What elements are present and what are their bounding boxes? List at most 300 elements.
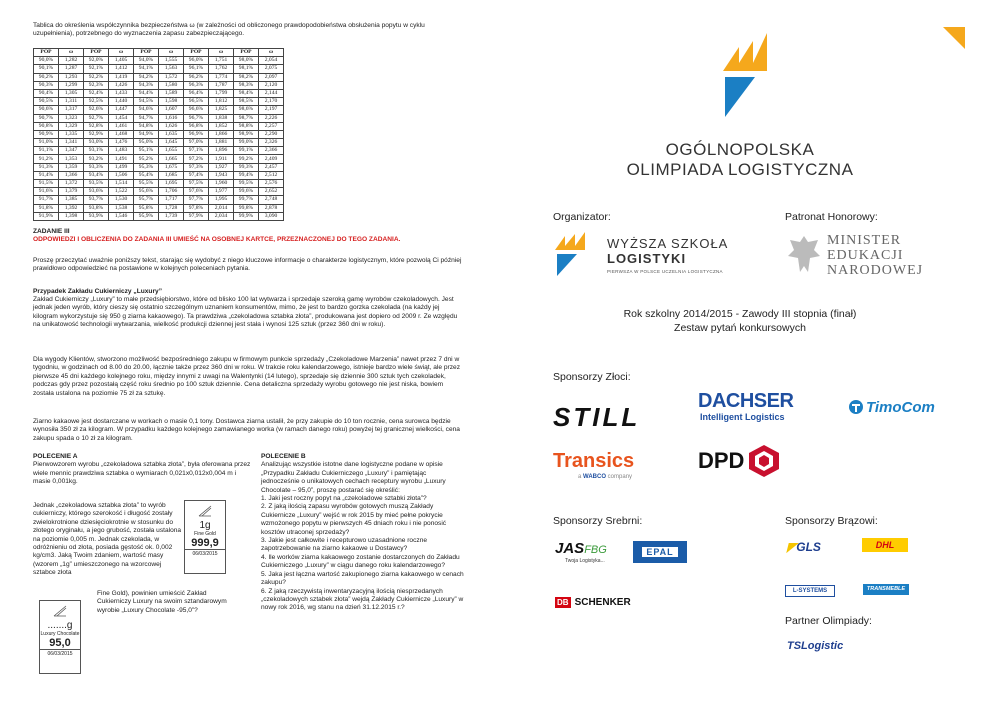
omega-cell: 1,366 (59, 171, 84, 179)
table-row (34, 73, 284, 81)
pop-cell: 91,4% (34, 171, 59, 179)
table-row (34, 89, 284, 97)
omega-cell: 1,483 (109, 147, 134, 155)
tslogistic-logo: TSLogistic (787, 640, 844, 652)
omega-cell: 1,787 (209, 81, 234, 89)
omega-cell: 1,751 (209, 57, 234, 65)
omega-cell: 1,323 (59, 114, 84, 122)
omega-cell: 1,287 (59, 65, 84, 73)
omega-cell: 2,366 (259, 147, 284, 155)
omega-cell: 1,977 (209, 188, 234, 196)
pop-cell: 98,4% (234, 89, 259, 97)
omega-cell: 1,405 (109, 57, 134, 65)
table-header-cell: ω (259, 49, 284, 57)
dhl-text: DHL (875, 540, 895, 550)
table-header-cell: POP (134, 49, 159, 57)
dachser-logo: DACHSER (698, 390, 794, 412)
table-header-cell: ω (159, 49, 184, 57)
pop-cell: 99,7% (234, 196, 259, 204)
omega-cell: 1,329 (59, 122, 84, 130)
omega-cell: 1,347 (59, 147, 84, 155)
omega-cell: 1,530 (109, 196, 134, 204)
pop-cell: 90,0% (34, 57, 59, 65)
dachser-tagline: Intelligent Logistics (700, 412, 785, 422)
timocom-text: TimoCom (866, 398, 935, 416)
omega-cell: 1,675 (159, 163, 184, 171)
omega-cell: 1,398 (59, 212, 84, 220)
table-row (34, 81, 284, 89)
pop-cell: 95,1% (134, 147, 159, 155)
pop-cell: 92,1% (84, 65, 109, 73)
pop-cell: 99,6% (234, 188, 259, 196)
fine-gold-name: Fine Gold (194, 531, 216, 537)
pop-cell: 93,2% (84, 155, 109, 163)
omega-cell: 2,197 (259, 106, 284, 114)
task-warning: ODPOWIEDZI I OBLICZENIA DO ZADANIA III UMIEŚĆ NA OSOBNEJ KARTCE, PRZEZNACZONEJ DO TEGO ZADANIA. (33, 236, 401, 244)
case-paragraph-2: Dla wygody Klientów, stworzono możliwość bezpośredniego zakupu w firmowym punkcie sprzedaży „Czekoladowe Marzenia” nawet przez 7 dni w tygodniu, w godzinach od 8.00 do 20.00, łącznie także przez 360 dni w roku. W trakcie roku kalendarzowego, istnieje bardzo wiele świąt, ale przez pierwsze 45 dni każdego kolejnego roku, między innymi z uwagi na Walentynki (14 lutego), sprzedaje się dziennie 300 sztuk tych czekoladek, podczas gdy przez pozostałą część roku średnio po 100 sztuk dziennie. Cena detaliczna sprzedaży wyrobu gotowego nie jest niska, bowiem została ustalona na poziomie 75 zł za sztukę. (33, 356, 460, 397)
fine-gold-date: 06/03/2015 (185, 549, 225, 558)
pop-cell: 91,1% (34, 147, 59, 155)
omega-cell: 2,014 (209, 204, 234, 212)
timocom-logo (848, 397, 935, 417)
omega-cell: 1,335 (59, 130, 84, 138)
pop-cell: 92,3% (84, 81, 109, 89)
gls-logo (787, 540, 821, 554)
pop-cell: 99,0% (234, 139, 259, 147)
table-header-cell: POP (84, 49, 109, 57)
table-row (34, 106, 284, 114)
command-a-p1: Pierwowzorem wyrobu „czekoladowa sztabka złota”, była oferowana przez wiele mennic prawdziwa sztabka o wymiarach 0,021x0,012x0,004 m i masie 0,001kg. (33, 461, 251, 486)
pop-cell: 98,9% (234, 130, 259, 138)
pop-cell: 94,2% (134, 73, 159, 81)
table-row (34, 122, 284, 130)
l-systems-logo: L-SYSTEMS (785, 585, 835, 597)
omega-cell: 1,995 (209, 196, 234, 204)
gls-mark-icon: ◤ (787, 540, 797, 554)
command-a-p2: Jednak „czekoladowa sztabka złota” to wyrób cukierniczy, którego szerokość i długość zostały zwielokrotnione dziesięciokrotnie w stosunku do złotego oryginału, a jego grubość, została ustalona na poziomie 0,005 m. Jednak czekolada, w odróżnieniu od złota, posiada gęstość ok. 0,002 kg/cm3. Jaką Twoim zdaniem, wartość masy (wzorem „1g” umieszczonego na wzorcowej sztabce złota (33, 502, 182, 577)
omega-cell: 2,576 (259, 180, 284, 188)
title-line-1: OGÓLNOPOLSKA (665, 140, 815, 159)
omega-cell: 1,881 (209, 139, 234, 147)
table-intro: Tablica do określenia współczynnika bezpieczeństwa ω (w zależności od obliczonego prawdopodobieństwa obsłużenia popytu w cyklu uzupełnienia), potrzebnego do wyznaczenia zapasu zabezpieczającego. (33, 22, 425, 38)
pop-cell: 91,0% (34, 139, 59, 147)
table-header-cell: ω (109, 49, 134, 57)
table-body (34, 57, 284, 221)
organizer-tagline: PIERWSZA W POLSCE UCZELNIA LOGISTYCZNA (607, 269, 723, 274)
pop-cell: 97,6% (184, 188, 209, 196)
pop-cell: 99,1% (234, 147, 259, 155)
pop-cell: 99,9% (234, 212, 259, 220)
pop-cell: 94,4% (134, 89, 159, 97)
pop-cell: 90,5% (34, 98, 59, 106)
pop-cell: 90,7% (34, 114, 59, 122)
omega-cell: 1,514 (109, 180, 134, 188)
omega-cell: 1,454 (109, 114, 134, 122)
pop-cell: 92,4% (84, 89, 109, 97)
dpd-text: DPD (698, 448, 745, 473)
table-header-cell: ω (209, 49, 234, 57)
table-row (34, 171, 284, 179)
silver-sponsors-label: Sponsorzy Srebrni: (553, 515, 643, 527)
transics-tagline (578, 474, 632, 480)
command-b-q2: 2. Z jaką ilością zapasu wyrobów gotowych muszą Zakłady Cukiernicze „Luxury” wejść w rok 2015 by mieć pełne pokrycie wzmożonego popytu w pierwszych 45 dniach roku i nie ponosić kosztów utraconej sprzedaży? (261, 503, 447, 536)
pop-cell: 94,1% (134, 65, 159, 73)
pop-cell: 95,3% (134, 163, 159, 171)
omega-cell: 1,728 (159, 204, 184, 212)
pop-cell: 96,4% (184, 89, 209, 97)
pop-cell: 96,6% (184, 106, 209, 114)
pop-cell: 98,2% (234, 73, 259, 81)
omega-cell: 1,943 (209, 171, 234, 179)
omega-cell: 1,299 (59, 81, 84, 89)
omega-cell: 1,852 (209, 122, 234, 130)
command-b-intro: Analizując wszystkie istotne dane logistyczne podane w opisie „Przypadku Zakładu Cukierniczego „Luxury” i pamiętając jednocześnie o unikatowych cechach receptury wyrobu „Luxury Chocolate – 95,0”, proszę postarać się określić: (261, 461, 446, 494)
omega-cell: 1,563 (159, 65, 184, 73)
omega-cell: 1,911 (209, 155, 234, 163)
omega-cell: 1,665 (159, 155, 184, 163)
table-row (34, 147, 284, 155)
omega-cell: 2,075 (259, 65, 284, 73)
omega-cell: 2,120 (259, 81, 284, 89)
pop-cell: 99,4% (234, 171, 259, 179)
omega-cell: 1,598 (159, 98, 184, 106)
pop-cell: 96,3% (184, 81, 209, 89)
omega-cell: 1,317 (59, 106, 84, 114)
jas-fbg-text: FBG (584, 544, 607, 556)
pop-cell: 94,0% (134, 57, 159, 65)
pop-cell: 93,7% (84, 196, 109, 204)
omega-cell: 1,293 (59, 73, 84, 81)
omega-cell: 2,290 (259, 130, 284, 138)
table-header-cell: POP (184, 49, 209, 57)
db-schenker-logo (555, 597, 631, 608)
omega-cell: 2,878 (259, 204, 284, 212)
omega-cell: 1,635 (159, 130, 184, 138)
title-line-2: OLIMPIADA LOGISTYCZNA (626, 160, 854, 179)
pop-cell: 96,7% (184, 114, 209, 122)
pop-cell: 90,6% (34, 106, 59, 114)
pop-cell: 96,2% (184, 73, 209, 81)
pop-cell: 90,9% (34, 130, 59, 138)
olympiad-title (535, 140, 945, 180)
command-b-q6: 6. Z jaką rzeczywistą inwentaryzacyjną ilością niesprzedanych „czekoladowych sztabek złota” wejdą Zakłady Cukiernicze „Luxury” w nowy rok 2016, wg stanu na dzień 31.12.2015 r.? (261, 587, 464, 612)
table-header-cell: POP (34, 49, 59, 57)
omega-cell: 1,353 (59, 155, 84, 163)
omega-cell: 2,409 (259, 155, 284, 163)
omega-cell: 1,626 (159, 122, 184, 130)
case-paragraph-1: Zakład Cukierniczy „Luxury” to małe przedsiębiorstwo, które od blisko 100 lat wytwarza i sprzedaje szeroką gamę wyrobów czekoladowych. Jest jednak jeden wyrób, który cieszy się ostatnio szczególnym uznaniem konsumentów, mimo, że jest to bardzo gorzka czekolada (na każdy jej kilogram wykorzystuje się 950 g ziarna kakaowego). Ta prawdziwa „czekoladowa sztabka złota”, produkowana jest dopiero od 2009 r. Ze względu na unikatowość technologii wytwarzania, wielkość produkcji dziennej jest stała i wynosi 125 sztuk (przez 360 dni w roku). (33, 296, 458, 329)
omega-cell: 1,476 (109, 139, 134, 147)
omega-cell: 1,419 (109, 73, 134, 81)
timocom-icon (848, 399, 864, 415)
omega-cell: 2,748 (259, 196, 284, 204)
pop-cell: 91,8% (34, 204, 59, 212)
pop-cell: 91,2% (34, 155, 59, 163)
patron-name (827, 233, 923, 278)
omega-cell: 1,555 (159, 57, 184, 65)
pop-cell: 99,3% (234, 163, 259, 171)
pop-cell: 92,0% (84, 57, 109, 65)
omega-cell: 1,440 (109, 98, 134, 106)
pop-cell: 91,7% (34, 196, 59, 204)
still-logo: STILL (553, 402, 641, 432)
pop-cell: 92,6% (84, 106, 109, 114)
pop-cell: 91,3% (34, 163, 59, 171)
organizer-name-1: WYŻSZA SZKOŁA (607, 236, 729, 251)
command-b-q5: 5. Jaka jest łączna wartość zakupionego ziarna kakaowego w cenach zakupu? (261, 570, 464, 587)
pop-cell: 97,2% (184, 155, 209, 163)
question-set-line: Zestaw pytań konkursowych (674, 322, 806, 334)
omega-cell: 1,461 (109, 122, 134, 130)
omega-cell: 1,379 (59, 188, 84, 196)
epal-logo (633, 541, 687, 563)
bronze-sponsors-label: Sponsorzy Brązowi: (785, 515, 878, 527)
db-badge: DB (557, 598, 569, 607)
table-row (34, 212, 284, 220)
table-row (34, 155, 284, 163)
organizer-name-2: LOGISTYKI (607, 251, 687, 266)
right-page (535, 0, 992, 701)
omega-cell: 1,392 (59, 204, 84, 212)
olympiad-logo-icon (723, 33, 775, 119)
pop-cell: 95,2% (134, 155, 159, 163)
omega-cell: 1,706 (159, 188, 184, 196)
pop-cell: 90,3% (34, 81, 59, 89)
case-paragraph-3: Ziarno kakaowe jest dostarczane w workach o masie 0,1 tony. Dostawca ziarna ustalił, że przy zakupie do 10 ton rocznie, cena surowca będzie wynosiła 350 zł za kilogram. W przypadku każdego kolejnego zamawianego worka (w ramach danego roku) powyżej tej granicznej wielkości, cena zakupu spada o 10 zł za kilogram. (33, 418, 460, 442)
table-row (34, 114, 284, 122)
omega-cell: 1,589 (159, 89, 184, 97)
table-row (34, 65, 284, 73)
scale-icon-2 (52, 604, 68, 618)
transics-tagline-a: a (578, 474, 584, 480)
table-row (34, 130, 284, 138)
table-header-cell: POP (234, 49, 259, 57)
gold-sponsors-label: Sponsorzy Złoci: (553, 371, 631, 383)
pop-cell: 93,6% (84, 188, 109, 196)
omega-cell: 1,927 (209, 163, 234, 171)
table-header-row (34, 49, 284, 57)
table-row (34, 188, 284, 196)
task-section (33, 228, 473, 245)
omega-cell: 2,457 (259, 163, 284, 171)
command-b (261, 453, 466, 613)
table-row (34, 204, 284, 212)
omega-cell: 1,426 (109, 81, 134, 89)
pop-cell: 97,0% (184, 139, 209, 147)
pop-cell: 93,5% (84, 180, 109, 188)
jas-fbg-logo (555, 540, 607, 564)
partner-label: Partner Olimpiady: (785, 615, 872, 627)
table-row (34, 196, 284, 204)
command-a-title: POLECENIE A (33, 453, 78, 460)
safety-factor-table (33, 48, 284, 221)
fine-gold-label (184, 500, 226, 574)
organizer-label: Organizator: (553, 211, 611, 223)
pop-cell: 95,9% (134, 212, 159, 220)
pop-cell: 95,0% (134, 139, 159, 147)
pop-cell: 98,3% (234, 81, 259, 89)
eagle-emblem-icon (786, 232, 822, 278)
pop-cell: 91,6% (34, 188, 59, 196)
omega-cell: 3,090 (259, 212, 284, 220)
pop-cell: 97,1% (184, 147, 209, 155)
pop-cell: 98,5% (234, 98, 259, 106)
omega-cell: 1,655 (159, 147, 184, 155)
omega-cell: 1,506 (109, 171, 134, 179)
patron-name-1: MINISTER (827, 233, 902, 248)
command-a-p3: Fine Gold), powinien umieścić Zakład Cukierniczy Luxury na swoim sztandarowym wyrobie „Luxury Chocolate -95,0”? (97, 590, 227, 614)
command-b-q3: 3. Jakie jest całkowite i recepturowo uzasadnione roczne zapotrzebowanie na ziarno kakaowe u Dostawcy? (261, 537, 428, 553)
omega-cell: 1,282 (59, 57, 84, 65)
pop-cell: 96,1% (184, 65, 209, 73)
pop-cell: 99,2% (234, 155, 259, 163)
pop-cell: 94,7% (134, 114, 159, 122)
omega-cell: 1,717 (159, 196, 184, 204)
omega-cell: 1,538 (109, 204, 134, 212)
jas-text: JAS (555, 540, 585, 557)
pop-cell: 93,8% (84, 204, 109, 212)
omega-cell: 1,645 (159, 139, 184, 147)
omega-cell: 1,762 (209, 65, 234, 73)
pop-cell: 99,8% (234, 204, 259, 212)
omega-cell: 1,838 (209, 114, 234, 122)
pop-cell: 94,8% (134, 122, 159, 130)
pop-cell: 90,2% (34, 73, 59, 81)
pop-cell: 90,4% (34, 89, 59, 97)
omega-cell: 1,739 (159, 212, 184, 220)
omega-cell: 1,433 (109, 89, 134, 97)
pop-cell: 92,2% (84, 73, 109, 81)
luxury-date: 06/03/2015 (40, 649, 80, 658)
pop-cell: 92,7% (84, 114, 109, 122)
task-intro: Proszę przeczytać uważnie poniższy tekst, starając się wydobyć z niego kluczowe informacje o charakterze logistycznym, które pozwolą Ci później prawidłowo odpowiedzieć na postawione w kolejnych poleceniach pytania. (33, 257, 462, 273)
omega-cell: 1,546 (109, 212, 134, 220)
omega-cell: 1,572 (159, 73, 184, 81)
omega-cell: 2,512 (259, 171, 284, 179)
pop-cell: 91,9% (34, 212, 59, 220)
omega-cell: 2,226 (259, 114, 284, 122)
omega-cell: 2,054 (259, 57, 284, 65)
pop-cell: 98,1% (234, 65, 259, 73)
pop-cell: 94,9% (134, 130, 159, 138)
pop-cell: 98,0% (234, 57, 259, 65)
pop-cell: 94,6% (134, 106, 159, 114)
transics-tagline-wabco: WABCO (583, 474, 607, 480)
omega-cell: 1,896 (209, 147, 234, 155)
epal-text: EPAL (642, 547, 677, 557)
fine-gold-mass: 1g (199, 520, 211, 531)
pop-cell: 98,6% (234, 106, 259, 114)
dpd-cube-icon (747, 443, 781, 479)
omega-cell: 1,311 (59, 98, 84, 106)
omega-cell: 2,326 (259, 139, 284, 147)
pop-cell: 95,5% (134, 180, 159, 188)
gls-text: GLS (796, 540, 821, 554)
dpd-logo (698, 443, 781, 479)
pop-cell: 95,7% (134, 196, 159, 204)
omega-cell: 2,170 (259, 98, 284, 106)
omega-cell: 1,825 (209, 106, 234, 114)
pop-cell: 97,3% (184, 163, 209, 171)
omega-cell: 2,034 (209, 212, 234, 220)
table-row (34, 98, 284, 106)
pop-cell: 90,1% (34, 65, 59, 73)
pop-cell: 96,0% (184, 57, 209, 65)
competition-info (535, 307, 945, 335)
pop-cell: 97,7% (184, 196, 209, 204)
pop-cell: 95,4% (134, 171, 159, 179)
pop-cell: 98,8% (234, 122, 259, 130)
omega-cell: 1,359 (59, 163, 84, 171)
luxury-value: 95,0 (49, 637, 71, 649)
table-row (34, 139, 284, 147)
patron-name-3: NARODOWEJ (827, 263, 924, 278)
table-header-cell: ω (59, 49, 84, 57)
omega-cell: 1,812 (209, 98, 234, 106)
patron-label: Patronat Honorowy: (785, 211, 878, 223)
command-b-title: POLECENIE B (261, 453, 306, 460)
pop-cell: 93,0% (84, 139, 109, 147)
omega-cell: 1,695 (159, 180, 184, 188)
pop-cell: 91,5% (34, 180, 59, 188)
table-row (34, 163, 284, 171)
left-page (33, 0, 473, 701)
omega-cell: 1,522 (109, 188, 134, 196)
schenker-text: SCHENKER (574, 597, 631, 608)
pop-cell: 93,4% (84, 171, 109, 179)
luxury-chocolate-label (39, 600, 81, 674)
omega-cell: 1,341 (59, 139, 84, 147)
omega-cell: 1,799 (209, 89, 234, 97)
pop-cell: 93,1% (84, 147, 109, 155)
patron-name-2: EDUKACJI (827, 248, 904, 263)
school-year-line: Rok szkolny 2014/2015 - Zawody III stopnia (finał) (623, 308, 857, 320)
omega-cell: 1,607 (159, 106, 184, 114)
omega-cell: 2,097 (259, 73, 284, 81)
pop-cell: 94,5% (134, 98, 159, 106)
omega-cell: 2,652 (259, 188, 284, 196)
omega-cell: 1,580 (159, 81, 184, 89)
omega-cell: 2,144 (259, 89, 284, 97)
pop-cell: 97,8% (184, 204, 209, 212)
omega-cell: 1,491 (109, 155, 134, 163)
organizer-name (607, 236, 728, 266)
pop-cell: 94,3% (134, 81, 159, 89)
pop-cell: 99,5% (234, 180, 259, 188)
transics-tagline-c: company (606, 474, 633, 480)
pop-cell: 93,3% (84, 163, 109, 171)
omega-cell: 1,685 (159, 171, 184, 179)
pop-cell: 96,9% (184, 130, 209, 138)
omega-cell: 2,257 (259, 122, 284, 130)
pop-cell: 95,6% (134, 188, 159, 196)
omega-cell: 1,499 (109, 163, 134, 171)
pop-cell: 97,9% (184, 212, 209, 220)
omega-cell: 1,866 (209, 130, 234, 138)
omega-cell: 1,960 (209, 180, 234, 188)
luxury-mass-blank: .......g (47, 620, 73, 631)
case-title: Przypadek Zakładu Cukierniczy „Luxury” (33, 288, 162, 295)
transics-logo: Transics (553, 450, 635, 472)
pop-cell: 97,5% (184, 180, 209, 188)
pop-cell: 90,8% (34, 122, 59, 130)
omega-cell: 1,468 (109, 130, 134, 138)
corner-triangle-icon (943, 27, 965, 49)
command-a (33, 453, 253, 487)
pop-cell: 93,9% (84, 212, 109, 220)
pop-cell: 96,8% (184, 122, 209, 130)
omega-cell: 1,305 (59, 89, 84, 97)
